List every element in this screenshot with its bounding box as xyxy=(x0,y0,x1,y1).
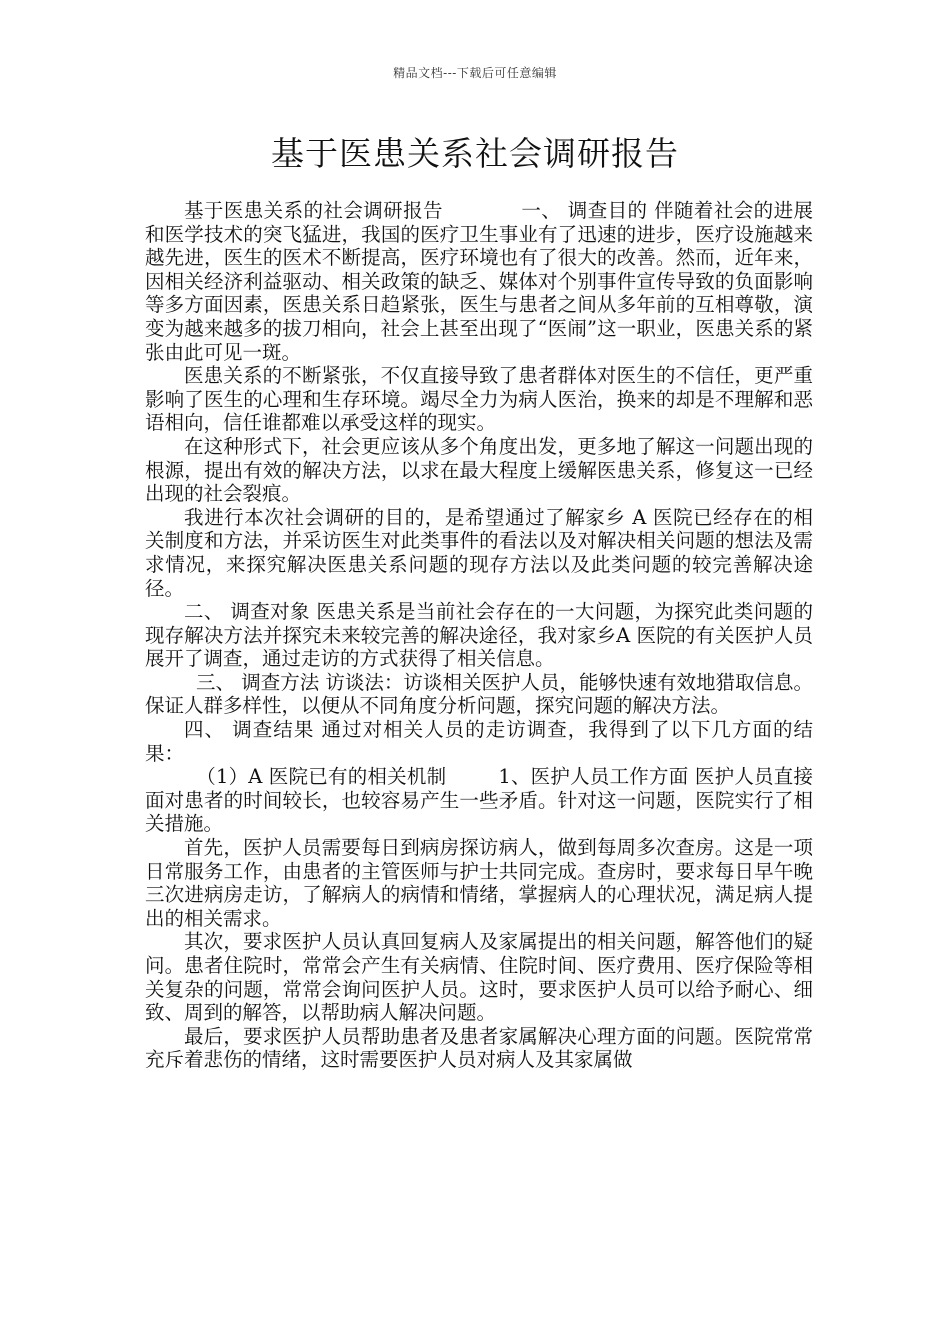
paragraph-purpose-body: 一、 调查目的 伴随着社会的进展和医学技术的突飞猛进，我国的医疗卫生事业有了迅速的进步，医疗设施越来越先进，医生的医术不断提高，医疗环境也有了很大的改善。然而，近年来，因相关经济利益驱动、相关政策的缺乏、媒体对个别事件宣传导致的负面影响等多方面因素，医患关系日趋紧张，医生与患者之间从多年前的互相尊敬，演变为越来越多的拔刀相向，社会上甚至出现了“医闹”这一职业，医患关系的紧张由此可见一斑。 xyxy=(145,199,813,364)
paragraph-results: 四、 调查结果 通过对相关人员的走访调查，我得到了以下几方面的结果： xyxy=(145,718,813,765)
paragraph-second: 其次，要求医护人员认真回复病人及家属提出的相关问题，解答他们的疑问。患者住院时，常常会产生有关病情、住院时间、医疗费用、医疗保险等相关复杂的问题，常常会询问医护人员。这时，要求医护人员可以给予耐心、细致、周到的解答，以帮助病人解决问题。 xyxy=(145,930,813,1025)
header-note: 精品文档---下载后可任意编辑 xyxy=(393,66,557,80)
paragraph-mechanism xyxy=(145,765,813,836)
paragraph-method xyxy=(145,671,813,718)
document-body xyxy=(145,199,813,1072)
document-title: 基于医患关系社会调研报告 xyxy=(271,134,679,173)
paragraph-tension: 医患关系的不断紧张，不仅直接导致了患者群体对医生的不信任，更严重影响了医生的心理和生存环境。竭尽全力为病人医治，换来的却是不理解和恶语相向，信任谁都难以承受这样的现实。 xyxy=(145,364,813,435)
paragraph-method-text: 三、 调查方法 访谈法：访谈相关医护人员，能够快速有效地猎取信息。保证人群多样性，以便从不同角度分析问题，探究问题的解决方法。 xyxy=(145,670,813,718)
paragraph-subjects: 二、 调查对象 医患关系是当前社会存在的一大问题，为探究此类问题的现存解决方法并探究未来较完善的解决途径，我对家乡A 医院的有关医护人员展开了调查，通过走访的方式获得了相关信息。 xyxy=(145,600,813,671)
paragraph-first: 首先，医护人员需要每日到病房探访病人，做到每周多次查房。这是一项日常服务工作，由患者的主管医师与护士共同完成。查房时，要求每日早午晚三次进病房走访，了解病人的病情和情绪，掌握病人的心理状况，满足病人提出的相关需求。 xyxy=(145,836,813,930)
paragraph-purpose xyxy=(145,199,813,364)
paragraph-last: 最后，要求医护人员帮助患者及患者家属解决心理方面的问题。医院常常充斥着悲伤的情绪，这时需要医护人员对病人及其家属做 xyxy=(145,1024,813,1072)
paragraph-mechanism-body: 1、医护人员工作方面 医护人员直接面对患者的时间较长，也较容易产生一些矛盾。针对这一问题，医院实行了相关措施。 xyxy=(145,765,814,836)
paragraph-goal: 我进行本次社会调研的目的，是希望通过了解家乡 A 医院已经存在的相关制度和方法，并采访医生对此类事件的看法以及对解决相关问题的想法及需求情况，来探究解决医患关系问题的现存方法以及此类问题的较完善解决途径。 xyxy=(145,505,813,600)
paragraph-purpose-lead: 基于医患关系的社会调研报告 xyxy=(184,199,443,222)
paragraph-mechanism-lead: （1）A 医院已有的相关机制 xyxy=(196,765,447,789)
paragraph-context: 在这种形式下，社会更应该从多个角度出发，更多地了解这一问题出现的根源，提出有效的解决方法，以求在最大程度上缓解医患关系，修复这一已经出现的社会裂痕。 xyxy=(145,434,813,506)
